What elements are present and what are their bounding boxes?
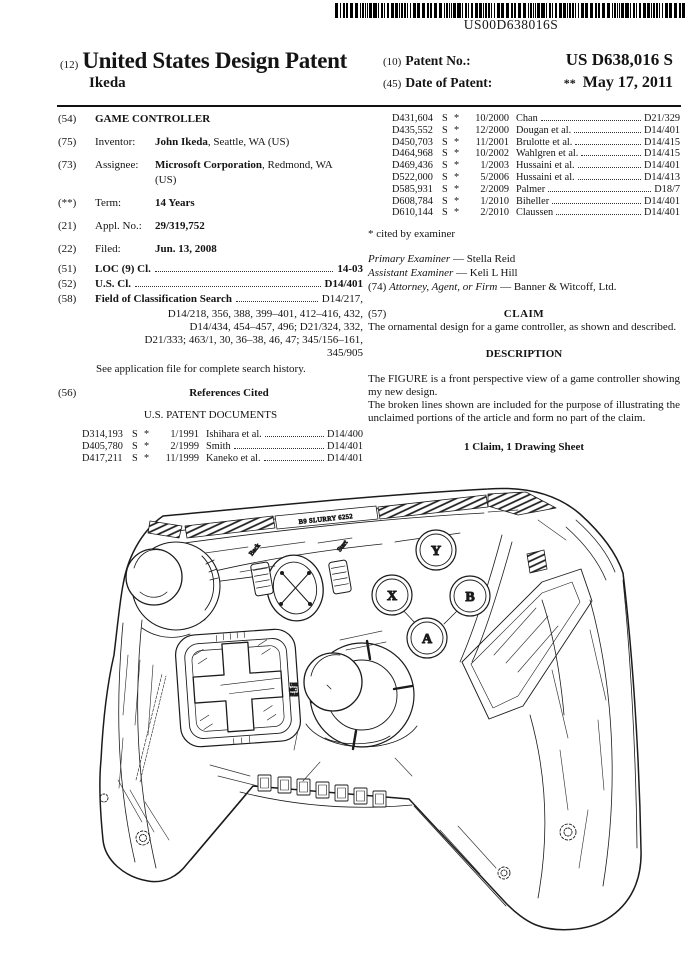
ref-star: * — [454, 124, 460, 136]
ref-class: D14/401 — [643, 160, 680, 172]
assignee-row — [58, 159, 363, 172]
ref-name: Ishihara et al. — [206, 429, 262, 440]
back-label: Back — [248, 542, 262, 558]
reference-row — [82, 453, 363, 465]
header-right-block — [383, 50, 673, 96]
ref-star: * — [454, 171, 460, 183]
dotted-leader — [575, 144, 641, 145]
inventor-surname: Ikeda — [89, 75, 126, 91]
ref-star: * — [144, 429, 150, 440]
ref-date: 1/2003 — [480, 160, 509, 172]
ref-number: D608,784 — [392, 195, 433, 207]
term-row — [58, 197, 363, 210]
code-22: (22) — [58, 243, 77, 255]
date-label: Date of Patent: — [405, 75, 493, 90]
ref-number: D585,931 — [392, 183, 433, 195]
ref-kind: S — [442, 183, 448, 195]
ref-number: D405,780 — [82, 440, 123, 452]
reference-row — [392, 160, 680, 172]
ref-star: * — [454, 195, 460, 207]
ref-number: D417,211 — [82, 452, 123, 464]
assignee-label: Assignee: — [95, 159, 139, 171]
dotted-leader — [135, 286, 320, 287]
primary-examiner-label: Primary Examiner — [368, 253, 451, 266]
primary-examiner-name: — Stella Reid — [452, 253, 516, 266]
header-rule — [57, 105, 681, 107]
ref-name: Hussaini et al. — [516, 160, 575, 172]
ref-date: 10/2002 — [475, 148, 509, 160]
ref-class: D14/400 — [326, 429, 363, 440]
dotted-leader — [574, 132, 641, 133]
code-58: (58) — [58, 293, 77, 305]
assignee-value — [155, 159, 363, 172]
filed-label: Filed: — [95, 243, 121, 255]
ref-star: * — [454, 207, 460, 219]
ref-kind: S — [132, 440, 138, 452]
ref-number: D522,000 — [392, 171, 433, 183]
inventor-address: , Seattle, WA (US) — [207, 136, 290, 148]
right-column — [368, 113, 680, 454]
code-45: (45) — [383, 78, 402, 90]
inventor-label: Inventor: — [95, 136, 136, 148]
ref-number: D314,193 — [82, 429, 123, 440]
ref-number: D464,968 — [392, 148, 433, 160]
inventor-value — [155, 136, 363, 149]
dotted-leader — [578, 167, 641, 168]
ref-class: D14/401 — [643, 124, 680, 136]
assistant-examiner-label: Assistant Examiner — [368, 267, 454, 280]
ref-star: * — [144, 440, 150, 452]
code-54: (54) — [58, 113, 77, 125]
patent-no-value: US D638,016 S — [565, 50, 673, 69]
dotted-leader — [236, 301, 318, 302]
description-heading: DESCRIPTION — [485, 348, 563, 361]
assistant-examiner-line — [368, 267, 680, 280]
ref-number: D435,552 — [392, 124, 433, 136]
claim-text: The ornamental design for a game controller, as shown and described. — [368, 321, 677, 334]
right-stick-cap — [304, 653, 362, 711]
appl-value: 29/319,752 — [155, 220, 205, 232]
references-heading: References Cited — [189, 387, 269, 399]
code-52: (52) — [58, 278, 77, 290]
svg-text:Y: Y — [430, 544, 442, 559]
reference-row — [392, 172, 680, 184]
dotted-leader — [541, 120, 641, 121]
ref-date: 2/1999 — [170, 440, 199, 452]
ref-kind: S — [132, 452, 138, 464]
left-column — [58, 113, 363, 464]
attorney-label: Attorney, Agent, or Firm — [389, 281, 498, 294]
ref-name: Biheller — [516, 195, 550, 207]
dotted-leader — [578, 179, 641, 180]
ref-name: Brulotte et al. — [516, 136, 573, 148]
code-10: (10) — [383, 56, 402, 68]
reference-row — [392, 196, 680, 208]
assignee-address: , Redmond, WA — [262, 159, 333, 171]
rim-patch — [527, 550, 547, 573]
inventor-name: John Ikeda — [155, 136, 208, 148]
svg-text:A: A — [421, 632, 433, 647]
field-search-label: Field of Classification Search — [95, 293, 232, 305]
svg-text:B: B — [465, 590, 475, 605]
us-patent-documents-heading: U.S. PATENT DOCUMENTS — [143, 409, 278, 421]
term-stars: ** — [563, 76, 576, 90]
search-history-note: See application file for complete search history. — [96, 363, 306, 375]
ref-date: 11/1999 — [165, 452, 199, 464]
ref-date: 1/2010 — [480, 195, 509, 207]
code-21: (21) — [58, 220, 77, 232]
start-label: Start — [336, 539, 350, 554]
reference-row — [392, 125, 680, 137]
document-title: United States Design Patent — [82, 48, 348, 73]
assignee-country: (US) — [155, 174, 177, 186]
assignee-row-2 — [58, 174, 363, 187]
uscl-value: D14/401 — [324, 278, 363, 290]
ref-number: D431,604 — [392, 113, 433, 124]
svg-text:MIC: MIC — [289, 687, 297, 692]
ref-kind: S — [442, 124, 448, 136]
references-heading-row — [58, 387, 363, 400]
filed-value: Jun. 13, 2008 — [155, 243, 217, 255]
reference-row — [392, 207, 680, 219]
filed-row — [58, 243, 363, 256]
ref-kind: S — [132, 429, 138, 440]
ref-name: Dougan et al. — [516, 124, 572, 136]
reference-row — [82, 441, 363, 453]
barcode-caption: US00D638016S — [463, 17, 559, 32]
field-search-value: D14/217, — [321, 293, 363, 305]
ref-name: Chan — [516, 113, 538, 124]
ref-number: D610,144 — [392, 207, 433, 219]
ref-star: * — [454, 113, 460, 124]
dpad — [174, 628, 302, 748]
attorney-line — [368, 281, 680, 294]
ref-kind: S — [442, 207, 448, 219]
left-stick-cap — [126, 549, 182, 605]
assistant-examiner-name: — Keli L Hill — [456, 267, 518, 280]
ref-class: D14/401 — [643, 207, 680, 219]
ref-number: D450,703 — [392, 136, 433, 148]
face-button-x — [372, 575, 412, 615]
ref-kind: S — [442, 148, 448, 160]
code-57: (57) — [368, 308, 387, 321]
patent-date-row — [383, 74, 673, 92]
field-search-line: 345/905 — [326, 347, 363, 359]
references-right-list — [392, 113, 680, 219]
field-search-line: D14/434, 454–457, 496; D21/324, 332, — [189, 321, 363, 333]
ref-kind: S — [442, 160, 448, 172]
code-74: (74) — [368, 281, 387, 294]
dotted-leader — [581, 155, 641, 156]
ref-date: 11/2001 — [475, 136, 509, 148]
ref-class: D18/7 — [654, 183, 680, 195]
invention-title-row — [58, 113, 363, 126]
ref-name: Hussaini et al. — [516, 171, 575, 183]
reference-row — [392, 184, 680, 196]
assignee-name: Microsoft Corporation — [155, 159, 263, 171]
ref-name: Smith — [206, 440, 231, 452]
svg-text:PAIS: PAIS — [290, 692, 299, 697]
dotted-leader — [548, 191, 651, 192]
ref-star: * — [454, 183, 460, 195]
reference-row — [392, 113, 680, 125]
loc-label: LOC (9) Cl. — [95, 263, 151, 275]
ref-date: 1/1991 — [170, 429, 199, 440]
band-marking-text: B9 SLURRY 6252 — [298, 513, 354, 526]
ref-class: D14/415 — [643, 148, 680, 160]
loc-row — [58, 263, 363, 276]
term-label: Term: — [95, 197, 122, 209]
ref-star: * — [454, 136, 460, 148]
ref-date: 5/2006 — [480, 171, 509, 183]
dotted-leader — [155, 271, 333, 272]
field-search-line: D21/333; 463/1, 30, 36–38, 46, 47; 345/156–161, — [144, 334, 363, 346]
patent-no-label: Patent No.: — [405, 53, 471, 68]
ref-date: 12/2000 — [475, 124, 509, 136]
face-button-a — [407, 618, 447, 658]
header-title-block — [60, 48, 390, 92]
ref-name: Kaneko et al. — [206, 452, 261, 464]
svg-text:X: X — [386, 589, 398, 604]
field-search-row — [58, 293, 363, 306]
primary-examiner-line — [368, 253, 680, 266]
ref-name: Palmer — [516, 183, 546, 195]
ref-star: * — [454, 148, 460, 160]
ref-date: 2/2010 — [480, 207, 509, 219]
ref-kind: S — [442, 195, 448, 207]
uscl-row — [58, 278, 363, 291]
ref-name: Wahlgren et al. — [516, 148, 579, 160]
description-paragraph: The broken lines shown are included for the purpose of illustrating the unclaimed portions of the article and form no part of the claim. — [368, 399, 680, 425]
code-75: (75) — [58, 136, 77, 148]
code-73: (73) — [58, 159, 77, 171]
ref-kind: S — [442, 171, 448, 183]
reference-row — [392, 137, 680, 149]
field-search-line: D14/218, 356, 388, 399–401, 412–416, 432, — [167, 308, 363, 320]
dotted-leader — [264, 460, 324, 461]
code-56: (56) — [58, 387, 77, 399]
ref-class: D14/401 — [643, 195, 680, 207]
reference-row — [82, 429, 363, 441]
ref-class: D14/413 — [643, 171, 680, 183]
drawing-sheet-note: 1 Claim, 1 Drawing Sheet — [463, 441, 585, 454]
face-button-b — [450, 576, 490, 616]
ref-kind: S — [442, 113, 448, 124]
code-term: (**) — [58, 197, 77, 209]
code-51: (51) — [58, 263, 77, 275]
ref-class: D21/329 — [643, 113, 680, 124]
invention-title: GAME CONTROLLER — [95, 113, 211, 125]
face-button-y — [416, 530, 456, 570]
ref-number: D469,436 — [392, 160, 433, 172]
ref-class: D14/401 — [326, 452, 363, 464]
description-paragraph: The FIGURE is a front perspective view of a game controller showing my new design. — [368, 373, 680, 399]
ref-star: * — [454, 160, 460, 172]
claim-heading-row — [368, 308, 680, 321]
dotted-leader — [265, 436, 324, 437]
svg-text:USE: USE — [290, 682, 298, 687]
ref-kind: S — [442, 136, 448, 148]
ref-class: D14/415 — [643, 136, 680, 148]
ref-star: * — [144, 452, 150, 464]
dotted-leader — [552, 203, 641, 204]
controller-figure — [90, 480, 654, 962]
cited-by-examiner-note: * cited by examiner — [368, 228, 456, 241]
dotted-leader — [556, 214, 641, 215]
appl-row — [58, 220, 363, 233]
patent-number-row — [383, 50, 673, 70]
dotted-leader — [234, 448, 324, 449]
inventor-row — [58, 136, 363, 149]
ref-class: D14/401 — [326, 440, 363, 452]
date-value: May 17, 2011 — [582, 74, 673, 91]
attorney-name: — Banner & Witcoff, Ltd. — [500, 281, 617, 294]
uscl-label: U.S. Cl. — [95, 278, 132, 290]
ref-name: Claussen — [516, 207, 554, 219]
appl-label: Appl. No.: — [95, 220, 142, 232]
patent-kind-code: (12) — [60, 59, 79, 71]
ref-date: 2/2009 — [480, 183, 509, 195]
reference-row — [392, 148, 680, 160]
loc-value: 14-03 — [337, 263, 363, 275]
barcode — [335, 3, 687, 18]
examiner-block — [368, 253, 680, 294]
term-value: 14 Years — [155, 197, 195, 209]
claim-heading: CLAIM — [503, 308, 545, 321]
ref-date: 10/2000 — [475, 113, 509, 124]
references-left-list — [82, 429, 363, 464]
